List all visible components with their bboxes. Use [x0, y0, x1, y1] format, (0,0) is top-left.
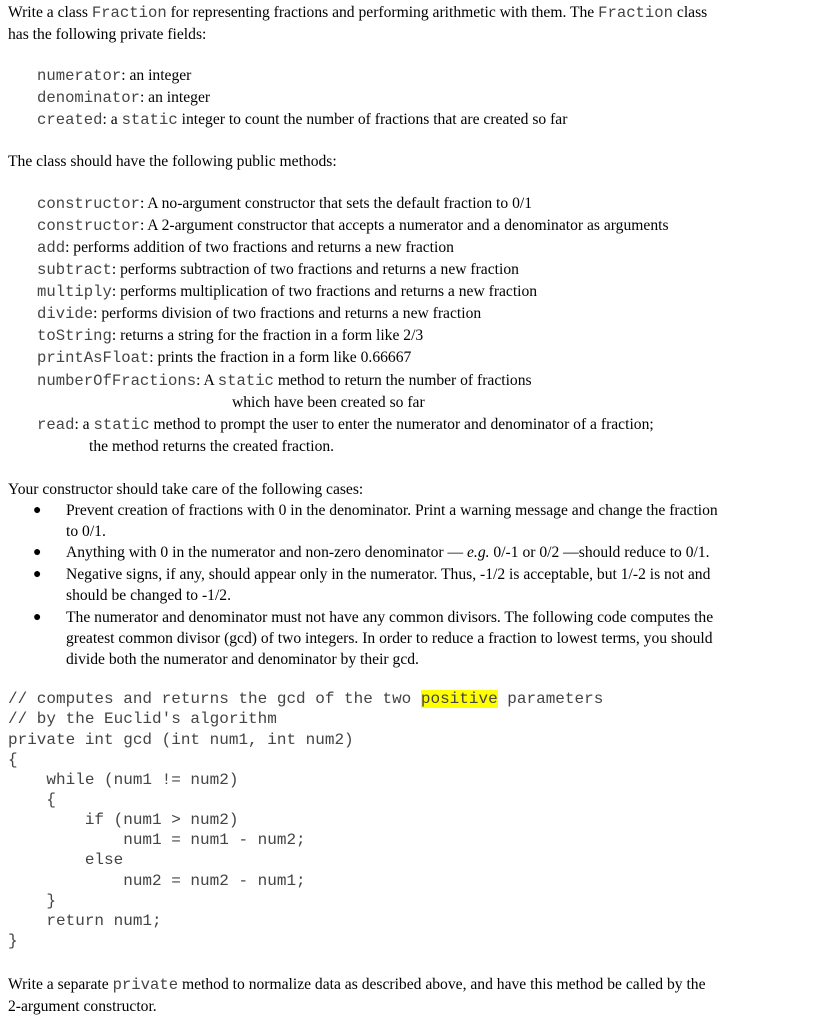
method-item: numberOfFractions: A static method to return the number of fractions: [37, 372, 532, 390]
field-denominator: denominator: an integer: [37, 89, 211, 107]
code-line: if (num1 > num2): [8, 811, 239, 829]
code-line: while (num1 != num2): [8, 771, 239, 789]
intro-text: class: [673, 4, 708, 21]
bullet-icon: ●: [33, 610, 42, 625]
bullet-icon: ●: [33, 567, 42, 582]
method-item: multiply: performs multiplication of two fractions and returns a new fraction: [37, 283, 538, 301]
code-line: private int gcd (int num1, int num2): [8, 731, 354, 749]
method-item: constructor: A 2-argument constructor that accepts a numerator and a denominator as arguments: [37, 217, 669, 235]
field-created: created: a static integer to count the number of fractions that are created so far: [37, 111, 568, 129]
method-item: read: a static method to prompt the user to enter the numerator and denominator of a fraction;: [37, 416, 654, 434]
code-fraction: Fraction: [91, 4, 167, 22]
outro-line-2: 2-argument constructor.: [8, 998, 157, 1015]
code-comment-line: // computes and returns the gcd of the two positive parameters: [8, 690, 604, 708]
field-numerator: numerator: an integer: [37, 67, 192, 85]
method-item: subtract: performs subtraction of two fractions and returns a new fraction: [37, 261, 519, 279]
case-item: Anything with 0 in the numerator and non-zero denominator — e.g. 0/-1 or 0/2 —should reduce to 0/1.: [66, 544, 710, 561]
method-item-cont: which have been created so far: [232, 394, 425, 411]
bullet-icon: ●: [33, 545, 42, 560]
code-line: else: [8, 851, 124, 869]
intro-text: for representing fractions and performing arithmetic with them. The: [166, 4, 599, 21]
code-line: num1 = num1 - num2;: [8, 831, 306, 849]
method-item-cont: the method returns the created fraction.: [89, 438, 335, 455]
methods-heading: The class should have the following public methods:: [8, 153, 337, 170]
code-fraction: Fraction: [598, 4, 673, 22]
intro-line-2: has the following private fields:: [8, 26, 207, 43]
outro-line-1: Write a separate private method to normalize data as described above, and have this method be called by the: [8, 976, 706, 994]
method-item: divide: performs division of two fractions and returns a new fraction: [37, 305, 482, 323]
method-item: toString: returns a string for the fraction in a form like 2/3: [37, 327, 424, 345]
case-item: The numerator and denominator must not have any common divisors. The following code computes the greatest common divisor (gcd) of two integers. In order to reduce a fraction to lowest terms, you should divide both the numerator and denominator by their gcd.: [66, 609, 714, 668]
method-item: printAsFloat: prints the fraction in a form like 0.66667: [37, 349, 412, 367]
code-line: num2 = num2 - num1;: [8, 872, 306, 890]
intro-line-1: [8, 2, 707, 24]
code-line: return num1;: [8, 912, 162, 930]
case-item: Prevent creation of fractions with 0 in the denominator. Print a warning message and change the fraction to 0/1.: [66, 502, 718, 540]
code-line: // by the Euclid's algorithm: [8, 710, 277, 728]
highlight: positive: [420, 690, 498, 708]
case-item: Negative signs, if any, should appear only in the numerator. Thus, -1/2 is acceptable, but 1/-2 is not and should be changed to -1/2.: [66, 566, 711, 604]
bullet-icon: ●: [33, 503, 42, 518]
code-line: }: [8, 892, 57, 910]
code-line: {: [8, 791, 57, 809]
code-line: {: [8, 751, 18, 769]
intro-text: Write a class: [8, 4, 92, 21]
method-item: constructor: A no-argument constructor that sets the default fraction to 0/1: [37, 195, 532, 213]
cases-heading: Your constructor should take care of the following cases:: [8, 481, 364, 498]
code-line: }: [8, 932, 18, 950]
method-item: add: performs addition of two fractions and returns a new fraction: [37, 239, 454, 257]
